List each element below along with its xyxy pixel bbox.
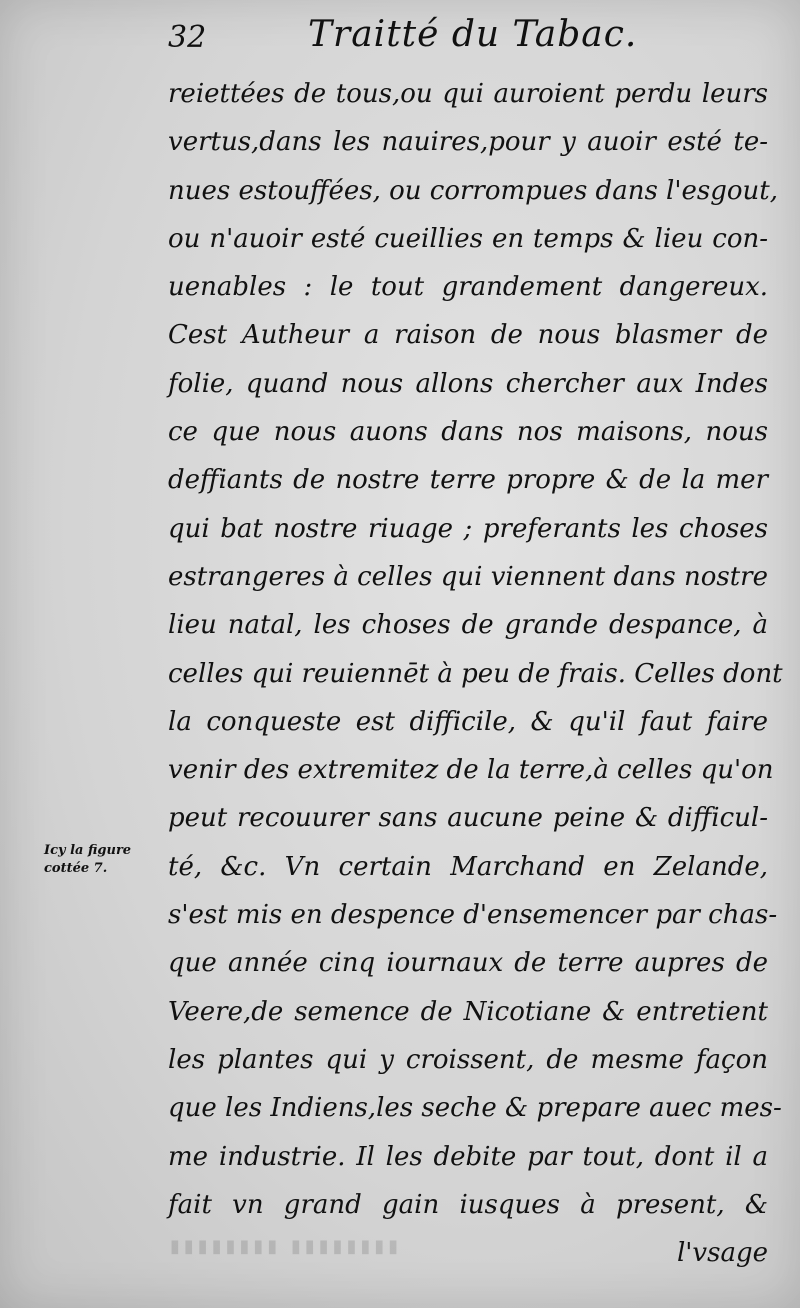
- text-line: peut recouurer sans aucune peine & difficul-: [168, 803, 768, 834]
- body-text: [168, 70, 783, 1277]
- text-line: vertus,dans les nauires,pour y auoir esté te-: [168, 127, 768, 158]
- marginal-note-line: cottée 7.: [44, 861, 108, 876]
- text-line: celles qui reuiennēt à peu de frais. Celles dont: [168, 658, 783, 689]
- page-number: 32: [168, 20, 207, 55]
- text-line: les plantes qui y croissent, de mesme façon: [168, 1044, 768, 1075]
- text-line: deffiants de nostre terre propre & de la mer: [168, 465, 768, 496]
- text-line: me industrie. Il les debite par tout, dont il a: [168, 1141, 768, 1172]
- text-line: folie, quand nous allons chercher aux Indes: [168, 368, 768, 399]
- text-line: venir des extremitez de la terre,à celles qu'on: [168, 755, 774, 786]
- text-line: fait vn grand gain iusques à present, &: [168, 1189, 768, 1220]
- text-line: nues estouffées, ou corrompues dans l'esgout,: [168, 175, 778, 206]
- text-line: uenables : le tout grandement dangereux.: [168, 272, 768, 303]
- text-line: té, &c. Vn certain Marchand en Zelande,: [168, 851, 768, 882]
- running-title: Traitté du Tabac.: [308, 14, 638, 55]
- text-line: s'est mis en despence d'ensemencer par chas-: [168, 900, 778, 931]
- text-line: que les Indiens,les seche & prepare auec mes-: [168, 1093, 782, 1124]
- catchword: l'vsage: [676, 1238, 768, 1269]
- text-line: qui bat nostre riuage ; preferants les choses: [168, 513, 768, 544]
- text-line: que année cinq iournaux de terre aupres de: [168, 948, 768, 979]
- text-line: Cest Autheur a raison de nous blasmer de: [168, 320, 768, 351]
- text-line: ou n'auoir esté cueillies en temps & lieu con-: [168, 223, 768, 254]
- marginal-note-line: Icy la figure: [44, 843, 132, 858]
- text-line: lieu natal, les choses de grande despance, à: [168, 610, 768, 641]
- bleed-through-mark: ▮▮▮▮▮▮▮▮ ▮▮▮▮▮▮▮▮: [170, 1236, 403, 1257]
- text-line: estrangeres à celles qui viennent dans nostre: [168, 561, 768, 592]
- page-header: [168, 14, 778, 66]
- text-line: Veere,de semence de Nicotiane & entretient: [168, 996, 768, 1027]
- text-line: ce que nous auons dans nos maisons, nous: [168, 417, 768, 448]
- marginal-note: [44, 842, 164, 878]
- text-line: la conqueste est difficile, & qu'il faut faire: [168, 706, 768, 737]
- text-line: reiettées de tous,ou qui auroient perdu leurs: [168, 79, 768, 109]
